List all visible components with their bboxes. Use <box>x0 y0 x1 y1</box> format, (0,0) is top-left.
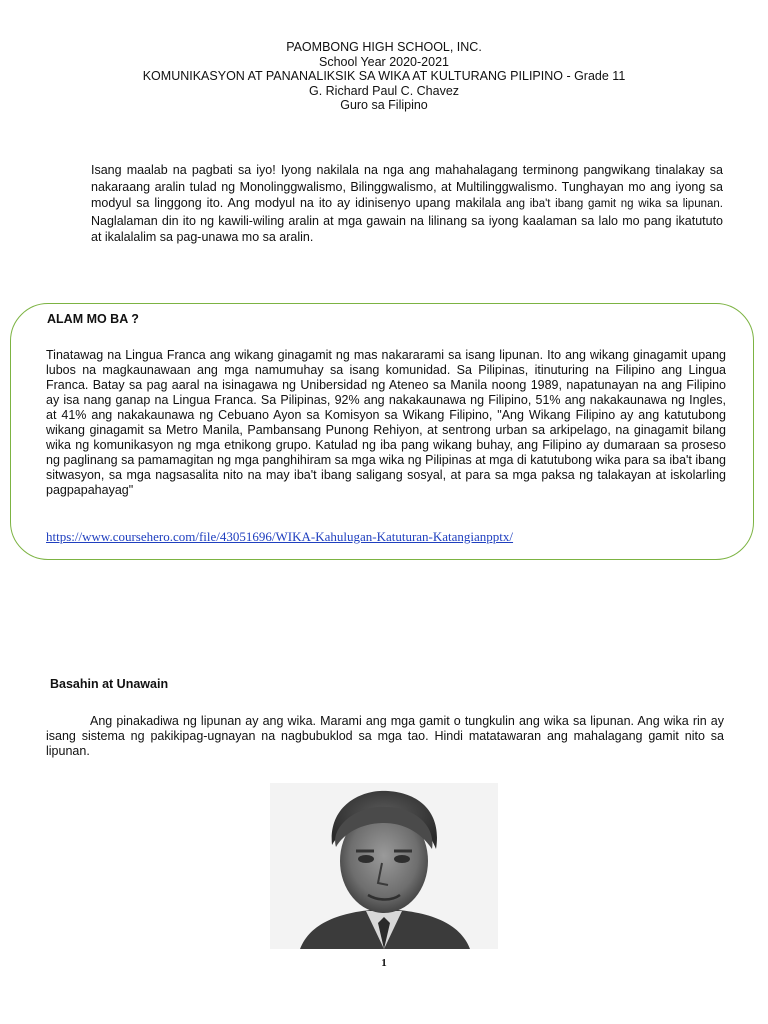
portrait-photo <box>270 783 498 949</box>
intro-text-part1: Isang maalab na pagbati sa iyo! Iyong nakilala na nga ang mahahalagang terminong pangwikang tinalakay sa nakaraang aralin tulad ng Monolinggwalismo, Bilinggwalismo, at Multilinggwalismo. Tunghayan mo ang iyong sa modyul sa linggong ito. Ang modyul na ito ay idinisenyo upang makilala <box>91 163 723 210</box>
source-link[interactable]: https://www.coursehero.com/file/43051696/WIKA-Kahulugan-Katuturan-Katangianpptx/ <box>46 529 514 544</box>
document-header <box>0 40 768 113</box>
teacher-name: G. Richard Paul C. Chavez <box>308 83 460 98</box>
page-number: 1 <box>381 957 387 969</box>
school-year: School Year 2020-2021 <box>319 54 449 69</box>
subject-title: KOMUNIKASYON AT PANANALIKSIK SA WIKA AT KULTURANG PILIPINO - Grade 11 <box>142 69 626 83</box>
school-name: PAOMBONG HIGH SCHOOL, INC. <box>286 40 482 54</box>
alam-mo-ba-body: Tinatawag na Lingua Franca ang wikang ginagamit ng mas nakararami sa isang lipunan. Ito ang wikang ginagamit upang lubos na magkaunawaan ang mga namumuhay sa isang komunidad. Sa Pilipinas, itinuturing na Filipino ang Lingua Franca. Batay sa pag aaral na isinagawa ng Unibersidad ng Ateneo sa Manila noong 1989, napatunayan na ang Filipino ay isa nang ganap na Lingua Franca. Sa Pilipinas, 92% ang nakakaunawa ng Filipino, 51% ang nakakaunawa ng Ingles, at 41% ang nakakaunawa ng Cebuano Ayon sa Komisyon sa Wikang Filipino, "Ang Wikang Filipino ay ang katutubong wikang ginagamit sa Metro Manila, Pambansang Punong Rehiyon, at sentrong urban sa arkipelago, na ginagamit bilang wika ng komunikasyon ng mga etnikong grupo. Katulad ng iba pang wikang buhay, ang Filipino ay dumaraan sa proseso ng paglinang sa pamamagitan ng mga panghihiram sa mga wika ng Pilipinas at mga di katutubong wika para sa iba't ibang sitwasyon, sa mga nagsasalita nito na may iba't ibang saligang sosyal, at para sa mga paksa ng talakayan at iskolarling pagpapahayag" <box>46 348 726 497</box>
portrait-image <box>270 783 498 949</box>
teacher-role: Guro sa Filipino <box>340 98 428 112</box>
basahin-title: Basahin at Unawain <box>50 677 169 691</box>
alam-mo-ba-title: ALAM MO BA ? <box>47 312 139 326</box>
intro-text-part2: ang iba't ibang gamit ng wika sa lipunan. <box>501 198 723 210</box>
intro-paragraph <box>91 162 723 246</box>
intro-text-part3: Naglalaman din ito ng kawili-wiling aralin at mga gawain na lilinang sa iyong kaalaman sa lalo mo pang ikatututo at ikalalalim sa pag-unawa mo sa aralin. <box>91 213 723 244</box>
basahin-body: Ang pinakadiwa ng lipunan ay ang wika. Marami ang mga gamit o tungkulin ang wika sa lipunan. Ang wika rin ay isang sistema ng pakikipag-ugnayan na nagbubuklod sa mga tao. Hindi matatawaran ang mahalagang gamit nito sa lipunan. <box>46 714 724 758</box>
